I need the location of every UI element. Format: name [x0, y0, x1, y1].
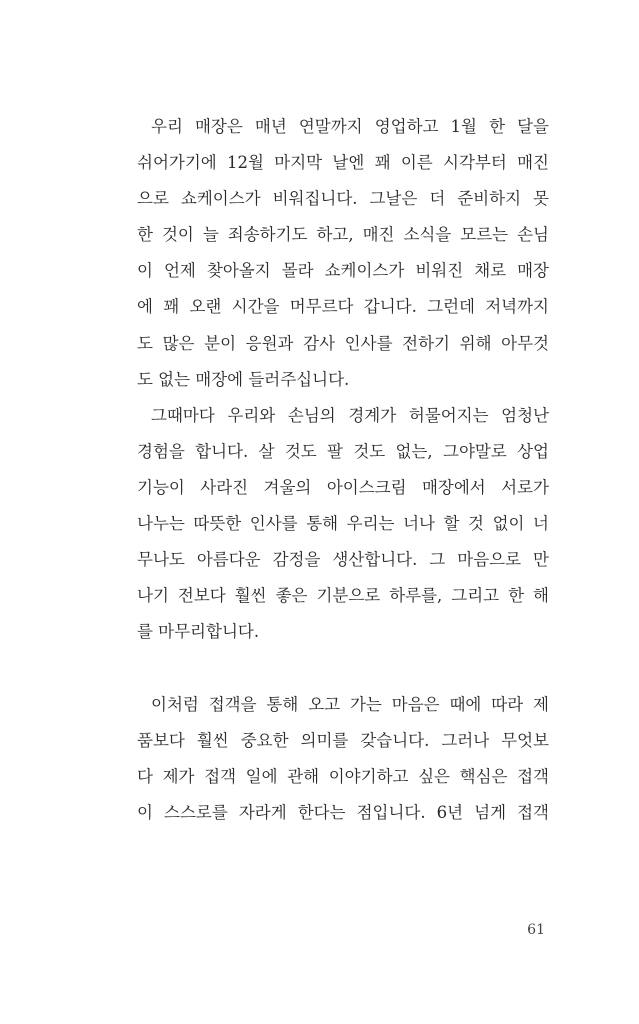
text-line: 으로 쇼케이스가 비워집니다. 그날은 더 준비하지 못 — [137, 189, 549, 209]
text-line: 품보다 훨씬 중요한 의미를 갖습니다. 그러나 무엇보 — [137, 731, 549, 751]
text-line: 도 많은 분이 응원과 감사 인사를 전하기 위해 아무것 — [137, 333, 549, 353]
text-line: 를 마무리합니다. — [137, 622, 260, 642]
text-section-1 — [137, 109, 549, 650]
text-line: 이 스스로를 자라게 한다는 점입니다. 6년 넘게 접객 — [137, 803, 549, 823]
text-line: 한 것이 늘 죄송하기도 하고, 매진 소식을 모르는 손님 — [137, 225, 549, 245]
paragraph-1 — [137, 109, 549, 398]
text-line: 경험을 합니다. 살 것도 팔 것도 없는, 그야말로 상업 — [137, 441, 549, 461]
paragraph-3 — [137, 687, 549, 831]
text-line: 기능이 사라진 겨울의 아이스크림 매장에서 서로가 — [137, 477, 549, 497]
text-line: 이처럼 접객을 통해 오고 가는 마음은 때에 따라 제 — [151, 695, 549, 714]
text-line: 나기 전보다 훨씬 좋은 기분으로 하루를, 그리고 한 해 — [137, 586, 549, 606]
text-line: 에 꽤 오랜 시간을 머무르다 갑니다. 그런데 저녁까지 — [137, 297, 549, 317]
paragraph-2 — [137, 398, 549, 651]
text-line: 나누는 따뜻한 인사를 통해 우리는 너나 할 것 없이 너 — [137, 514, 549, 534]
page-number: 61 — [527, 922, 545, 938]
text-line: 도 없는 매장에 들러주십니다. — [137, 369, 350, 389]
text-line: 우리 매장은 매년 연말까지 영업하고 1월 한 달을 — [151, 117, 549, 136]
text-line: 무나도 아름다운 감정을 생산합니다. 그 마음으로 만 — [137, 550, 549, 570]
text-line: 다 제가 접객 일에 관해 이야기하고 싶은 핵심은 접객 — [137, 767, 549, 787]
text-line: 쉬어가기에 12월 마지막 날엔 꽤 이른 시각부터 매진 — [137, 153, 549, 173]
text-line: 이 언제 찾아올지 몰라 쇼케이스가 비워진 채로 매장 — [137, 261, 549, 281]
text-section-2 — [137, 687, 549, 831]
text-line: 그때마다 우리와 손님의 경계가 허물어지는 엄청난 — [151, 405, 549, 425]
